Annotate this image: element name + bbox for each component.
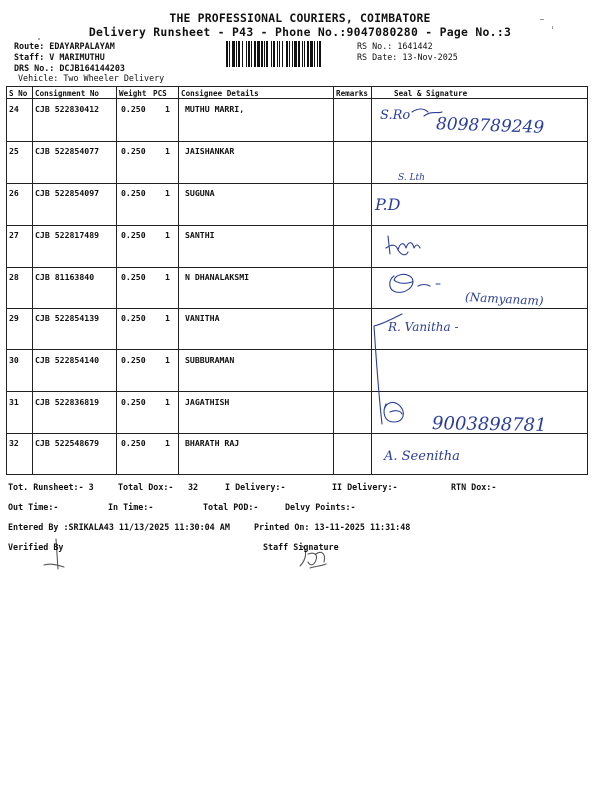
handwritten-signature: A. Seenitha: [384, 449, 460, 464]
col-header-seal: Seal & Signature: [394, 89, 468, 98]
row-consignment: CJB 522854097: [35, 188, 100, 198]
scan-speck: [540, 19, 544, 20]
scan-speck: [38, 38, 40, 40]
handwritten-note: (Namyanam): [464, 289, 544, 309]
row-divider: [6, 308, 588, 309]
row-sno: 29: [9, 313, 19, 323]
out-time: Out Time:-: [8, 502, 59, 512]
col-header-weight: Weight: [119, 89, 147, 98]
row-sno: 31: [9, 397, 19, 407]
row-consignment: CJB 522854140: [35, 355, 100, 365]
row-pcs: 1: [165, 355, 170, 365]
row-divider: [6, 391, 588, 392]
col-divider: [32, 86, 33, 475]
row-consignment: CJB 522817489: [35, 230, 100, 240]
row-weight: 0.250: [121, 230, 146, 240]
table-top-border: [6, 86, 588, 87]
row-consignee: SUBBURAMAN: [185, 355, 235, 365]
row-consignment: CJB 522830412: [35, 104, 100, 114]
row-divider: [6, 225, 588, 226]
row-consignee: SANTHI: [185, 230, 215, 240]
total-pod: Total POD:-: [203, 502, 259, 512]
second-delivery: II Delivery:-: [332, 482, 398, 492]
handwritten-signature: R. Vanitha -: [388, 320, 459, 334]
row-consignee: JAGATHISH: [185, 397, 230, 407]
row-sno: 27: [9, 230, 19, 240]
row-pcs: 1: [165, 313, 170, 323]
delivery-points: Delvy Points:-: [285, 502, 356, 512]
row-weight: 0.250: [121, 397, 146, 407]
row-weight: 0.250: [121, 355, 146, 365]
col-header-pcs: PCS: [153, 89, 167, 98]
col-header-consignment: Consignment No: [35, 89, 100, 98]
row-consignment: CJB 522836819: [35, 397, 100, 407]
row-consignee: SUGUNA: [185, 188, 215, 198]
row-sno: 24: [9, 104, 19, 114]
row-pcs: 1: [165, 438, 170, 448]
row-weight: 0.250: [121, 438, 146, 448]
runsheet-subtitle: Delivery Runsheet - P43 - Phone No.:9047080280 - Page No.:3: [88, 25, 512, 39]
in-time: In Time:-: [108, 502, 154, 512]
total-dox-label: Total Dox:-: [118, 482, 174, 492]
row-pcs: 1: [165, 188, 170, 198]
row-consignment: CJB 522854077: [35, 146, 100, 156]
row-consignee: MUTHU MARRI,: [185, 104, 245, 114]
total-dox-value: 32: [188, 482, 199, 492]
signature-scribble: [372, 226, 452, 266]
signature-scribble: [372, 100, 572, 142]
col-header-consignee: Consignee Details: [181, 89, 259, 98]
barcode-image: [226, 41, 354, 67]
handwritten-signature: S. Lth: [398, 173, 425, 183]
drs-number: DRS No.: DCJB164144203: [14, 63, 125, 73]
row-weight: 0.250: [121, 104, 146, 114]
rtn-dox: RTN Dox:-: [451, 482, 497, 492]
row-pcs: 1: [165, 230, 170, 240]
verified-mark: [36, 535, 76, 575]
col-divider: [116, 86, 117, 475]
row-consignee: BHARATH RAJ: [185, 438, 240, 448]
table-left-border: [6, 86, 7, 475]
row-sno: 30: [9, 355, 19, 365]
rs-number: RS No.: 1641442: [357, 41, 433, 51]
row-weight: 0.250: [121, 188, 146, 198]
row-divider: [6, 267, 588, 268]
row-consignee: N DHANALAKSMI: [185, 272, 250, 282]
total-runsheet: Tot. Runsheet:- 3: [8, 482, 94, 492]
vehicle-text: Vehicle: Two Wheeler Delivery: [18, 73, 165, 83]
verified-by-label: Verified By: [8, 542, 64, 552]
col-header-sno: S No: [9, 89, 28, 98]
row-consignment: CJB 522548679: [35, 438, 100, 448]
row-sno: 32: [9, 438, 19, 448]
rs-date: RS Date: 13-Nov-2025: [357, 52, 458, 62]
handwritten-signature: P.D: [375, 195, 401, 214]
staff-text: Staff: V MARIMUTHU: [14, 52, 105, 62]
row-consignee: JAISHANKAR: [185, 146, 235, 156]
table-bottom-border: [6, 474, 588, 475]
company-title: THE PROFESSIONAL COURIERS, COIMBATORE: [169, 11, 431, 25]
first-delivery: I Delivery:-: [225, 482, 286, 492]
entered-by: Entered By :SRIKALA43 11/13/2025 11:30:04 AM: [8, 522, 230, 532]
signature-scribble: [372, 392, 432, 432]
handwritten-signature: S.Ro: [380, 108, 411, 123]
row-pcs: 1: [165, 104, 170, 114]
staff-signature-label: Staff Signature: [263, 542, 339, 552]
row-consignment: CJB 522854139: [35, 313, 100, 323]
printed-on: Printed On: 13-11-2025 11:31:48: [254, 522, 411, 532]
route-text: Route: EDAYARPALAYAM: [14, 41, 115, 51]
table-right-border: [587, 86, 588, 475]
row-consignee: VANITHA: [185, 313, 220, 323]
row-sno: 26: [9, 188, 19, 198]
col-header-remarks: Remarks: [336, 89, 369, 98]
scan-speck: [552, 26, 553, 29]
row-pcs: 1: [165, 397, 170, 407]
row-pcs: 1: [165, 146, 170, 156]
row-weight: 0.250: [121, 146, 146, 156]
row-divider: [6, 183, 588, 184]
row-weight: 0.250: [121, 313, 146, 323]
handwritten-phone: 9003898781: [431, 413, 547, 436]
handwritten-phone: 8098789249: [435, 114, 545, 138]
row-pcs: 1: [165, 272, 170, 282]
col-divider: [178, 86, 179, 475]
row-consignment: CJB 81163840: [35, 272, 95, 282]
row-divider: [6, 349, 588, 350]
row-weight: 0.250: [121, 272, 146, 282]
row-sno: 25: [9, 146, 19, 156]
row-sno: 28: [9, 272, 19, 282]
